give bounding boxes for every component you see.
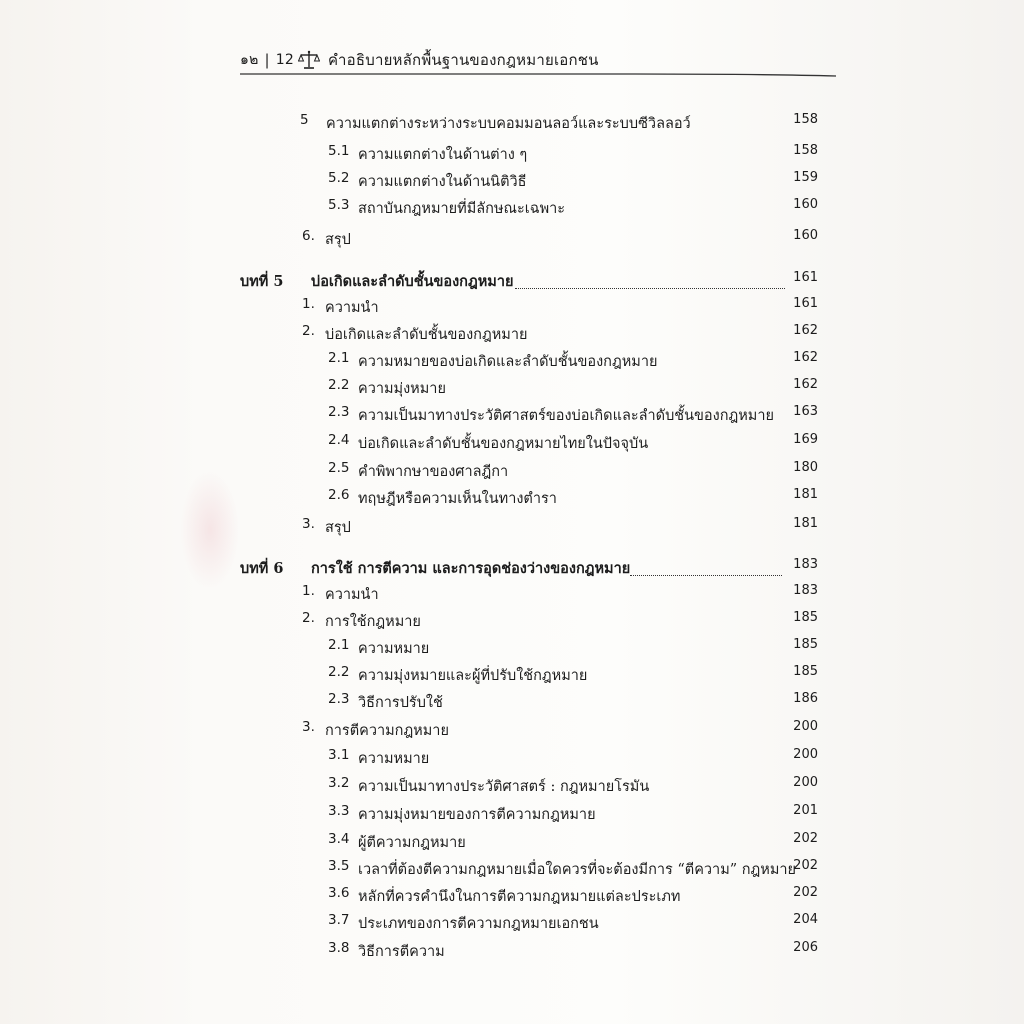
toc-entry-number: 3.	[302, 719, 315, 735]
toc-entry-page: 204	[793, 912, 818, 927]
toc-entry-row	[0, 228, 1024, 254]
toc-entry-title: ความแตกต่างในด้านต่าง ๆ	[358, 147, 528, 163]
header-title: คำอธิบายหลักพื้นฐานของกฎหมายเอกชน	[328, 51, 599, 69]
toc-entry-page: 160	[793, 197, 818, 212]
toc-entry-row	[0, 940, 1024, 966]
toc-entry-title: ความหมาย	[358, 751, 430, 767]
toc-entry-title: ความเป็นมาทางประวัติศาสตร์ของบ่อเกิดและลำดับชั้นของกฎหมาย	[358, 408, 774, 424]
toc-entry-number: 2.6	[328, 487, 350, 503]
toc-entry-row	[0, 691, 1024, 717]
toc-entry-number: บทที่ 5	[240, 273, 284, 290]
arabic-page-number: 12	[275, 52, 294, 68]
toc-entry-page: 186	[793, 691, 818, 706]
toc-entry-number: 3.6	[328, 885, 350, 901]
toc-entry-page: 200	[793, 719, 818, 734]
toc-entry-row	[0, 637, 1024, 663]
toc-entry-number: 5.3	[328, 197, 350, 213]
toc-entry-number: 2.	[302, 323, 315, 339]
toc-entry-page: 169	[793, 432, 818, 447]
toc-entry-row	[0, 404, 1024, 430]
toc-entry-row	[0, 747, 1024, 773]
toc-entry-row	[0, 912, 1024, 938]
dot-leader	[515, 288, 785, 289]
toc-chapter-row	[0, 557, 1024, 583]
toc-entry-number: 2.	[302, 610, 315, 626]
toc-entry-number: 2.1	[328, 350, 350, 366]
toc-entry-title: ความเป็นมาทางประวัติศาสตร์ : กฎหมายโรมัน	[358, 779, 650, 795]
toc-entry-title: ความแตกต่างระหว่างระบบคอมมอนลอว์และระบบซีวิลลอว์	[326, 116, 691, 132]
toc-entry-page: 163	[793, 404, 818, 419]
toc-entry-title: ทฤษฎีหรือความเห็นในทางตำรา	[358, 491, 557, 507]
toc-entry-title: การใช้ การตีความ และการอุดช่องว่างของกฎหมาย	[311, 560, 631, 577]
toc-entry-page: 161	[793, 296, 818, 311]
toc-entry-title: ความนำ	[325, 300, 379, 316]
toc-entry-number: บทที่ 6	[240, 560, 284, 577]
toc-entry-title: บ่อเกิดและลำดับชั้นของกฎหมาย	[311, 273, 514, 290]
toc-entry-number: 3.7	[328, 912, 350, 928]
toc-entry-title: บ่อเกิดและลำดับชั้นของกฎหมายไทยในปัจจุบัน	[358, 436, 649, 452]
toc-entry-title: ผู้ตีความกฎหมาย	[358, 835, 466, 851]
dot-leader	[630, 575, 782, 576]
toc-entry-number: 5.2	[328, 170, 350, 186]
toc-entry-number: 3.3	[328, 803, 350, 819]
toc-entry-title: บ่อเกิดและลำดับชั้นของกฎหมาย	[325, 327, 528, 343]
toc-entry-number: 3.2	[328, 775, 350, 791]
toc-entry-row	[0, 460, 1024, 486]
toc-entry-number: 2.3	[328, 404, 350, 420]
toc-entry-number: 6.	[302, 228, 315, 244]
toc-entry-page: 206	[793, 940, 818, 955]
toc-entry-page: 202	[793, 885, 818, 900]
toc-entry-page: 162	[793, 377, 818, 392]
toc-entry-page: 185	[793, 637, 818, 652]
toc-entry-row	[0, 664, 1024, 690]
toc-entry-title: การใช้กฎหมาย	[325, 614, 421, 630]
toc-entry-title: ความมุ่งหมาย	[358, 381, 446, 397]
toc-entry-number: 1.	[302, 583, 315, 599]
toc-entry-page: 202	[793, 858, 818, 873]
toc-entry-page: 161	[793, 270, 818, 285]
toc-entry-number: 5.1	[328, 143, 350, 159]
toc-entry-title: ความแตกต่างในด้านนิติวิธี	[358, 174, 527, 190]
toc-entry-page: 183	[793, 583, 818, 598]
toc-entry-row	[0, 516, 1024, 542]
toc-entry-number: 3.5	[328, 858, 350, 874]
toc-entry-number: 5	[300, 112, 309, 128]
toc-entry-number: 2.2	[328, 664, 350, 680]
toc-entry-row	[0, 323, 1024, 349]
toc-entry-page: 158	[793, 143, 818, 158]
toc-entry-title: ความมุ่งหมายของการตีความกฎหมาย	[358, 807, 596, 823]
toc-entry-row	[0, 803, 1024, 829]
toc-entry-title: สรุป	[325, 520, 351, 536]
toc-entry-number: 1.	[302, 296, 315, 312]
toc-entry-row	[0, 610, 1024, 636]
toc-entry-title: ความหมายของบ่อเกิดและลำดับชั้นของกฎหมาย	[358, 354, 658, 370]
toc-entry-number: 2.4	[328, 432, 350, 448]
toc-entry-page: 158	[793, 112, 818, 127]
thai-page-number: ๑๒	[240, 52, 259, 68]
toc-entry-row	[0, 197, 1024, 223]
toc-entry-row	[0, 377, 1024, 403]
toc-entry-row	[0, 831, 1024, 857]
toc-entry-number: 3.4	[328, 831, 350, 847]
toc-entry-page: 162	[793, 323, 818, 338]
toc-entry-row	[0, 296, 1024, 322]
toc-entry-page: 202	[793, 831, 818, 846]
toc-entry-number: 2.2	[328, 377, 350, 393]
toc-entry-row	[0, 583, 1024, 609]
toc-entry-page: 162	[793, 350, 818, 365]
toc-entry-row	[0, 432, 1024, 458]
toc-entry-title: การตีความกฎหมาย	[325, 723, 449, 739]
toc-entry-title: วิธีการปรับใช้	[358, 695, 443, 711]
toc-entry-title: หลักที่ควรคำนึงในการตีความกฎหมายแต่ละประเภท	[358, 889, 681, 905]
toc-entry-page: 185	[793, 610, 818, 625]
toc-entry-row	[0, 487, 1024, 513]
toc-entry-title: คำพิพากษาของศาลฎีกา	[358, 464, 509, 480]
toc-entry-row	[0, 350, 1024, 376]
toc-entry-title: สถาบันกฎหมายที่มีลักษณะเฉพาะ	[358, 201, 566, 217]
toc-entry-title: ความนำ	[325, 587, 379, 603]
toc-entry-page: 181	[793, 487, 818, 502]
toc-entry-title: เวลาที่ต้องตีความกฎหมายเมื่อใดควรที่จะต้องมีการ “ตีความ” กฎหมาย	[358, 862, 797, 878]
toc-entry-title: สรุป	[325, 232, 351, 248]
toc-entry-number: 3.1	[328, 747, 350, 763]
toc-entry-number: 2.5	[328, 460, 350, 476]
toc-entry-row	[0, 858, 1024, 884]
toc-entry-page: 181	[793, 516, 818, 531]
toc-entry-page: 201	[793, 803, 818, 818]
toc-entry-page: 160	[793, 228, 818, 243]
toc-entry-title: ความหมาย	[358, 641, 430, 657]
toc-entry-page: 200	[793, 747, 818, 762]
toc-entry-row	[0, 170, 1024, 196]
toc-entry-page: 185	[793, 664, 818, 679]
toc-entry-page: 159	[793, 170, 818, 185]
toc-entry-row	[0, 719, 1024, 745]
toc-entry-page: 180	[793, 460, 818, 475]
toc-entry-page: 200	[793, 775, 818, 790]
toc-entry-title: วิธีการตีความ	[358, 944, 445, 960]
toc-entry-row	[0, 143, 1024, 169]
toc-chapter-row	[0, 270, 1024, 296]
toc-entry-number: 2.3	[328, 691, 350, 707]
toc-entry-number: 3.	[302, 516, 315, 532]
header-separator: |	[264, 51, 270, 69]
toc-entry-title: ความมุ่งหมายและผู้ที่ปรับใช้กฎหมาย	[358, 668, 588, 684]
toc-entry-number: 3.8	[328, 940, 350, 956]
toc-entry-row	[0, 885, 1024, 911]
toc-entry-row	[0, 112, 1024, 138]
toc-entry-page: 183	[793, 557, 818, 572]
toc-entry-title: ประเภทของการตีความกฎหมายเอกชน	[358, 916, 599, 932]
toc-entry-row	[0, 775, 1024, 801]
toc-entry-number: 2.1	[328, 637, 350, 653]
